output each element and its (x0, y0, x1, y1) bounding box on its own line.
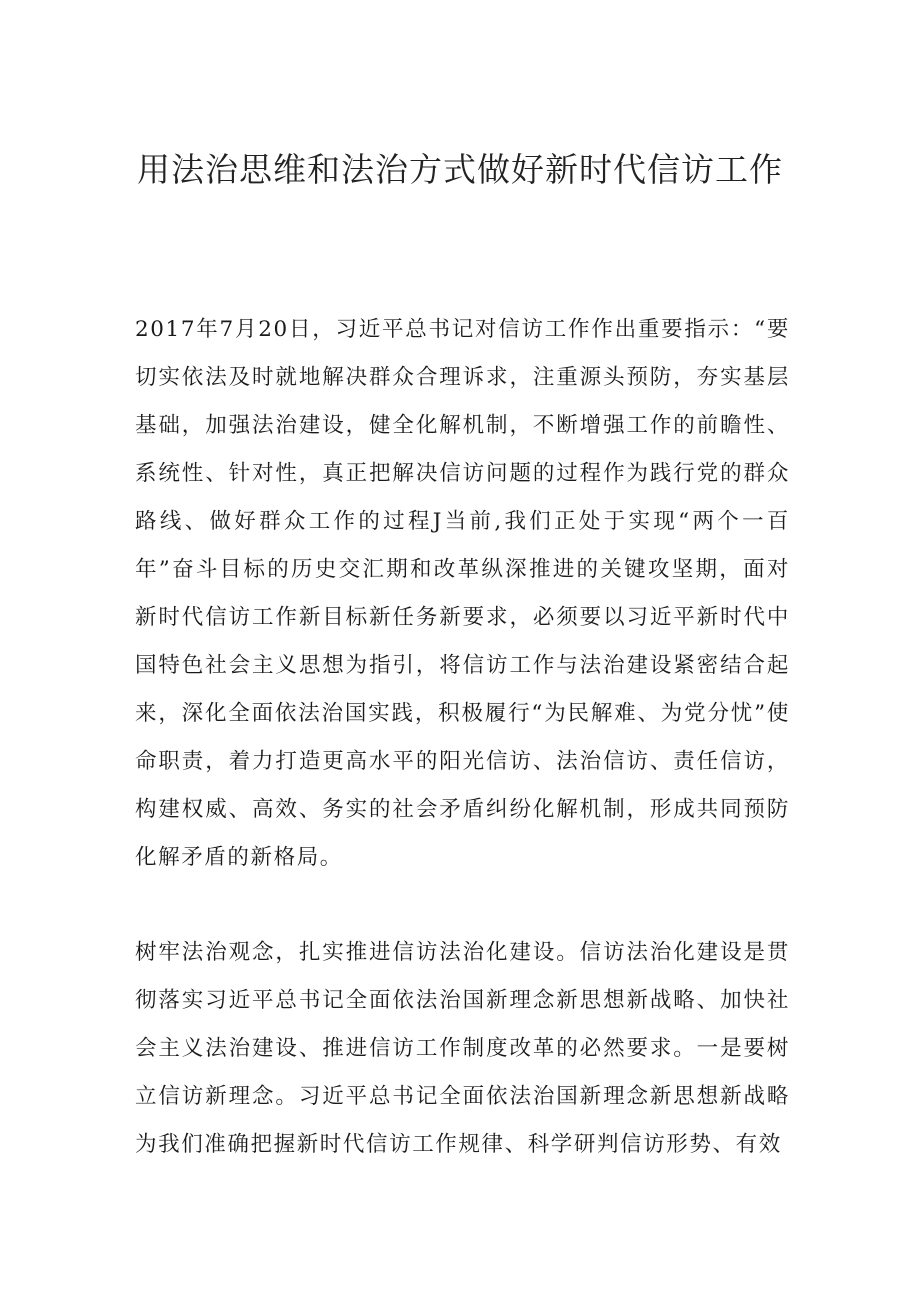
body-paragraph: 树牢法治观念，扎实推进信访法治化建设。信访法治化建设是贯彻落实习近平总书记全面依法治国新理念新思想新战略、加快社会主义法治建设、推进信访工作制度改革的必然要求。一是要树立信访新理念。习近平总书记全面依法治国新理念新思想新战略为我们准确把握新时代信访工作规律、科学研判信访形势、有效 (135, 940, 790, 1157)
page-title: 用法治思维和法治方式做好新时代信访工作 (137, 150, 783, 190)
body-paragraph: 2017年7月20日，习近平总书记对信访工作作出重要指示：“要切实依法及时就地解决群众合理诉求，注重源头预防，夯实基层基础，加强法治建设，健全化解机制，不断增强工作的前瞻性、系统性、针对性，真正把解决信访问题的过程作为践行党的群众路线、做好群众工作的过程J当前,我们正处于实现“两个一百年”奋斗目标的历史交汇期和改革纵深推进的关键攻坚期，面对新时代信访工作新目标新任务新要求，必须要以习近平新时代中国特色社会主义思想为指引，将信访工作与法治建设紧密结合起来，深化全面依法治国实践，积极履行“为民解难、为党分忧”使命职责，着力打造更高水平的阳光信访、法治信访、责任信访，构建权威、高效、务实的社会矛盾纠纷化解机制，形成共同预防化解矛盾的新格局。 (135, 317, 790, 870)
